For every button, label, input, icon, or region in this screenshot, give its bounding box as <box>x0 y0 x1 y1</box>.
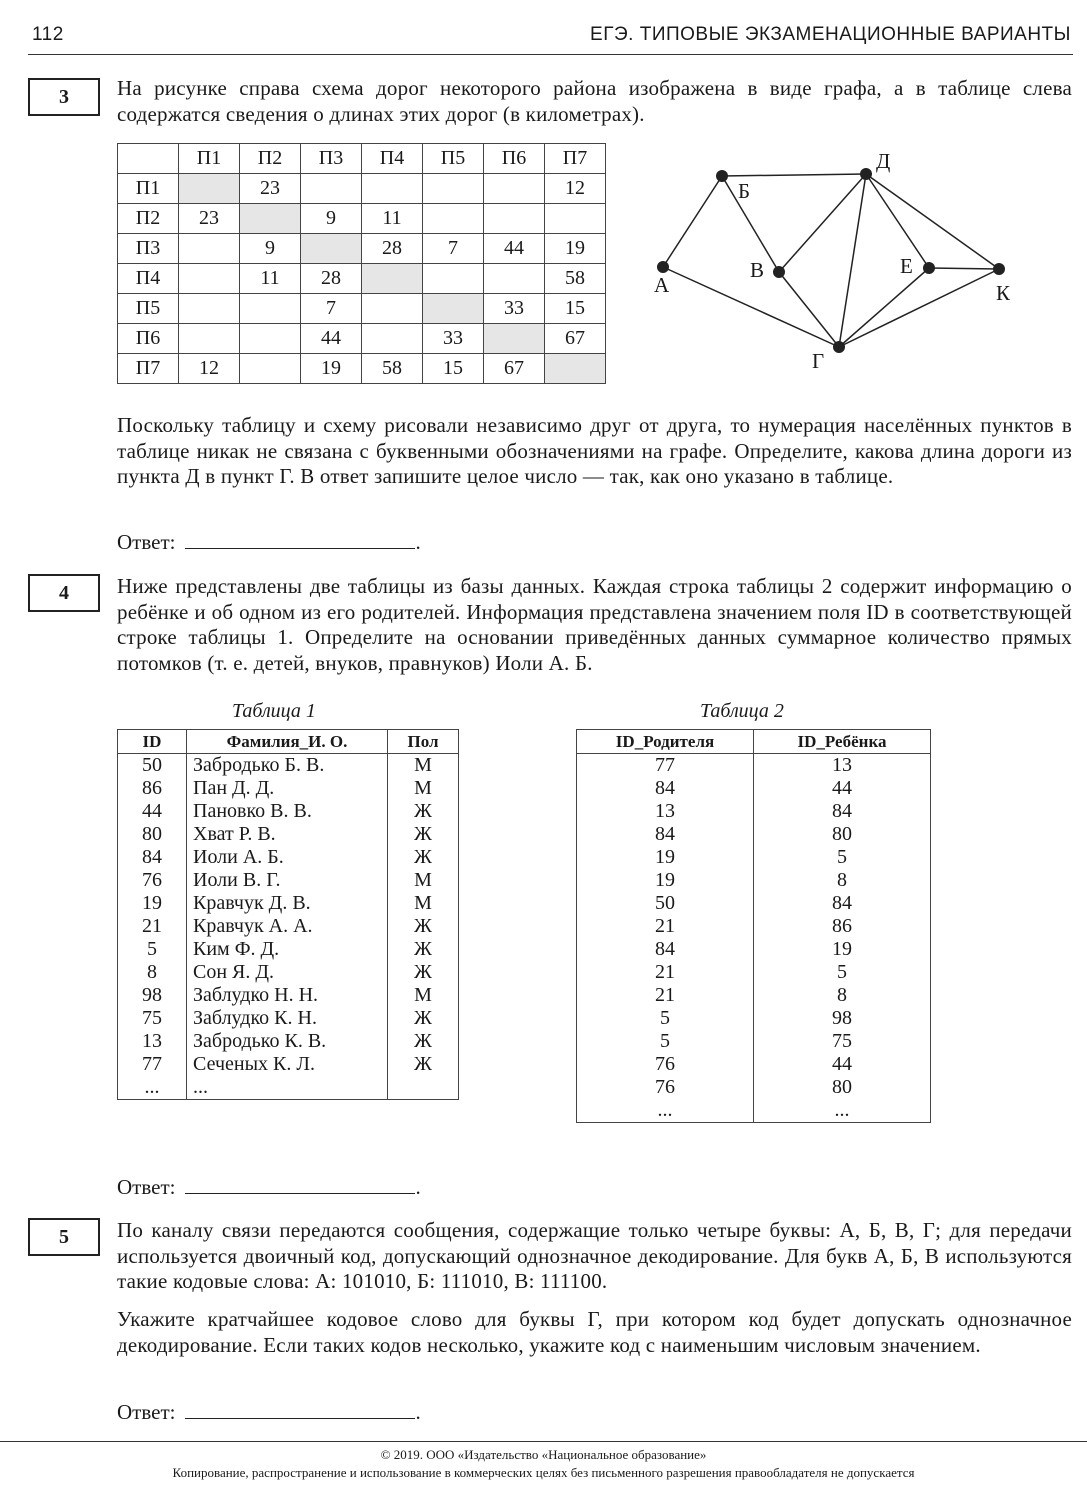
name-cell: Ким Ф. Д. <box>187 938 388 961</box>
table-row <box>118 264 606 294</box>
table-row <box>118 984 459 1007</box>
footer-notice: Копирование, распространение и использование в коммерческих целях без письменного разрешения правообладателя не допускается <box>172 1465 915 1480</box>
child-id-cell: 84 <box>754 800 931 823</box>
task5-intro: По каналу связи передаются сообщения, содержащие только четыре буквы: А, Б, В, Г; для передачи используется двоичный код, допускающий однозначное декодирование. Для букв А, Б, В используются такие кодовые слова: А: 101010, Б: 111010, В: 111100. <box>117 1218 1072 1293</box>
node-e <box>923 262 935 274</box>
child-id-cell: 84 <box>754 892 931 915</box>
distance-cell <box>240 204 301 234</box>
child-id-cell: 80 <box>754 823 931 846</box>
table-row <box>577 938 931 961</box>
table-row <box>577 1076 931 1099</box>
label-g: Г <box>812 349 825 373</box>
child-id-cell: 8 <box>754 984 931 1007</box>
child-id-cell: 8 <box>754 869 931 892</box>
row-header: П4 <box>118 264 179 294</box>
table2-caption: Таблица 2 <box>700 700 784 722</box>
table-row <box>577 961 931 984</box>
child-id-cell: 98 <box>754 1007 931 1030</box>
distance-cell <box>179 294 240 324</box>
parent-id-cell: 5 <box>577 1007 754 1030</box>
parent-id-cell: 19 <box>577 846 754 869</box>
edge-d-k <box>866 174 999 269</box>
edge-e-k <box>929 268 999 269</box>
name-cell: Иоли В. Г. <box>187 869 388 892</box>
id-cell: 21 <box>118 915 187 938</box>
distance-cell: 23 <box>240 174 301 204</box>
label-a: А <box>654 273 670 297</box>
node-g <box>833 341 845 353</box>
distance-cell <box>240 324 301 354</box>
name-cell: Пановко В. В. <box>187 800 388 823</box>
child-id-cell: ... <box>754 1099 931 1123</box>
table-row <box>118 777 459 800</box>
distance-cell: 33 <box>423 324 484 354</box>
column-header: ID <box>118 730 187 754</box>
table-row <box>577 869 931 892</box>
task-number-3: 3 <box>28 78 100 116</box>
gender-cell: Ж <box>388 1007 459 1030</box>
answer-field[interactable] <box>185 547 415 549</box>
node-v <box>773 266 785 278</box>
gender-cell <box>388 1076 459 1100</box>
edge-a-b <box>663 176 722 267</box>
answer-label: Ответ: <box>117 530 176 554</box>
table-row <box>118 294 606 324</box>
gender-cell: М <box>388 869 459 892</box>
gender-cell: Ж <box>388 800 459 823</box>
task4-answer: Ответ: . <box>117 1175 421 1199</box>
distance-cell <box>240 354 301 384</box>
name-cell: Иоли А. Б. <box>187 846 388 869</box>
table-row <box>118 869 459 892</box>
child-id-cell: 19 <box>754 938 931 961</box>
node-k <box>993 263 1005 275</box>
id-cell: 5 <box>118 938 187 961</box>
id-cell: 84 <box>118 846 187 869</box>
table-row <box>118 1030 459 1053</box>
table-row <box>118 1053 459 1076</box>
column-header: П2 <box>240 144 301 174</box>
table-row <box>118 938 459 961</box>
row-header: П2 <box>118 204 179 234</box>
table-row <box>577 823 931 846</box>
distance-cell <box>301 234 362 264</box>
label-k: К <box>996 281 1011 305</box>
table-row <box>118 961 459 984</box>
gender-cell: Ж <box>388 915 459 938</box>
gender-cell: М <box>388 984 459 1007</box>
label-v: В <box>750 258 765 282</box>
parent-id-cell: 84 <box>577 823 754 846</box>
child-id-cell: 5 <box>754 961 931 984</box>
table-row <box>577 984 931 1007</box>
child-id-cell: 80 <box>754 1076 931 1099</box>
task3-body: Поскольку таблицу и схему рисовали независимо друг от друга, то нумерация населённых пунктов в таблице никак не связана с буквенными обозначениями на графе. Определите, какова длина дороги из пункта Д в пункт Г. В ответ запишите целое число — так, как оно указано в таблице. <box>117 413 1072 488</box>
distance-table <box>117 143 606 384</box>
name-cell: Забродько Б. В. <box>187 754 388 778</box>
distance-cell <box>301 174 362 204</box>
distance-cell <box>484 264 545 294</box>
parent-id-cell: 76 <box>577 1053 754 1076</box>
row-header: П7 <box>118 354 179 384</box>
running-title: ЕГЭ. ТИПОВЫЕ ЭКЗАМЕНАЦИОННЫЕ ВАРИАНТЫ <box>590 24 1071 45</box>
table-row <box>118 174 606 204</box>
table-row <box>118 754 459 778</box>
distance-cell: 19 <box>301 354 362 384</box>
distance-cell: 28 <box>362 234 423 264</box>
table-row <box>577 754 931 778</box>
table-row <box>118 324 606 354</box>
parent-id-cell: ... <box>577 1099 754 1123</box>
table-row <box>118 1007 459 1030</box>
distance-cell <box>362 324 423 354</box>
distance-cell <box>179 234 240 264</box>
id-cell: 75 <box>118 1007 187 1030</box>
distance-cell <box>240 294 301 324</box>
distance-cell <box>179 324 240 354</box>
table-row <box>118 892 459 915</box>
distance-cell: 58 <box>545 264 606 294</box>
table-row <box>118 204 606 234</box>
task5-body: Укажите кратчайшее кодовое слово для буквы Г, при котором код будет допускать однозначное декодирование. Если таких кодов несколько, укажите код с наименьшим числовым значением. <box>117 1307 1072 1357</box>
edge-b-d <box>722 174 866 176</box>
name-cell: Кравчук А. А. <box>187 915 388 938</box>
gender-cell: М <box>388 754 459 778</box>
parent-id-cell: 84 <box>577 938 754 961</box>
table-row <box>577 1053 931 1076</box>
parent-id-cell: 50 <box>577 892 754 915</box>
label-b: Б <box>738 179 751 203</box>
footer-rule <box>0 1441 1087 1442</box>
distance-cell <box>545 204 606 234</box>
table-row <box>577 846 931 869</box>
gender-cell: М <box>388 892 459 915</box>
column-header: П5 <box>423 144 484 174</box>
parent-id-cell: 21 <box>577 961 754 984</box>
id-cell: 50 <box>118 754 187 778</box>
distance-cell: 44 <box>301 324 362 354</box>
distance-cell: 23 <box>179 204 240 234</box>
child-id-cell: 13 <box>754 754 931 778</box>
parent-id-cell: 13 <box>577 800 754 823</box>
name-cell: Сеченых К. Л. <box>187 1053 388 1076</box>
column-header: П7 <box>545 144 606 174</box>
distance-cell: 11 <box>362 204 423 234</box>
distance-cell: 19 <box>545 234 606 264</box>
column-header: Пол <box>388 730 459 754</box>
page-number: 112 <box>32 24 64 45</box>
gender-cell: Ж <box>388 823 459 846</box>
id-cell: 98 <box>118 984 187 1007</box>
table-row <box>577 915 931 938</box>
name-cell: Сон Я. Д. <box>187 961 388 984</box>
name-cell: Заблудко Н. Н. <box>187 984 388 1007</box>
distance-cell <box>423 174 484 204</box>
table-row <box>577 1030 931 1053</box>
people-table <box>117 729 459 1100</box>
footer-copyright: © 2019. ООО «Издательство «Национальное образование» <box>380 1447 707 1462</box>
column-header: ID_Ребёнка <box>754 730 931 754</box>
node-d <box>860 168 872 180</box>
table-row <box>118 234 606 264</box>
id-cell: 86 <box>118 777 187 800</box>
distance-cell <box>179 174 240 204</box>
table-row <box>118 846 459 869</box>
table-row <box>118 915 459 938</box>
table-row <box>118 354 606 384</box>
table-row <box>577 1099 931 1123</box>
label-d: Д <box>876 149 891 173</box>
parent-id-cell: 21 <box>577 915 754 938</box>
row-header: П5 <box>118 294 179 324</box>
distance-cell: 67 <box>545 324 606 354</box>
table-row <box>577 800 931 823</box>
id-cell: 44 <box>118 800 187 823</box>
relations-table <box>576 729 931 1123</box>
column-header: П3 <box>301 144 362 174</box>
table-row <box>577 892 931 915</box>
gender-cell: Ж <box>388 1053 459 1076</box>
distance-cell: 28 <box>301 264 362 294</box>
distance-cell: 15 <box>545 294 606 324</box>
child-id-cell: 75 <box>754 1030 931 1053</box>
parent-id-cell: 19 <box>577 869 754 892</box>
task3-intro: На рисунке справа схема дорог некоторого района изображена в виде графа, а в таблице слева содержатся сведения о длинах этих дорог (в километрах). <box>117 76 1072 126</box>
parent-id-cell: 76 <box>577 1076 754 1099</box>
task-number-5: 5 <box>28 1218 100 1256</box>
gender-cell: Ж <box>388 846 459 869</box>
id-cell: ... <box>118 1076 187 1100</box>
task3-answer: Ответ: . <box>117 530 421 554</box>
row-header: П1 <box>118 174 179 204</box>
child-id-cell: 44 <box>754 777 931 800</box>
table-row <box>118 823 459 846</box>
name-cell: ... <box>187 1076 388 1100</box>
answer-label: Ответ: <box>117 1175 176 1199</box>
distance-cell: 44 <box>484 234 545 264</box>
distance-cell: 58 <box>362 354 423 384</box>
node-a <box>657 261 669 273</box>
distance-cell <box>484 174 545 204</box>
id-cell: 76 <box>118 869 187 892</box>
child-id-cell: 86 <box>754 915 931 938</box>
distance-cell <box>423 264 484 294</box>
edge-d-e <box>866 174 929 268</box>
task-number-4: 4 <box>28 574 100 612</box>
table-row <box>577 777 931 800</box>
name-cell: Пан Д. Д. <box>187 777 388 800</box>
distance-cell <box>179 264 240 294</box>
parent-id-cell: 21 <box>577 984 754 1007</box>
column-header: П1 <box>179 144 240 174</box>
task4-intro: Ниже представлены две таблицы из базы данных. Каждая строка таблицы 2 содержит информацию о ребёнке и об одном из его родителей. Информация представлена значением поля ID в соответствующей строке таблицы 1. Определите на основании приведённых данных суммарное количество прямых потомков (т. е. детей, внуков, правнуков) Иоли А. Б. <box>117 574 1072 675</box>
id-cell: 8 <box>118 961 187 984</box>
distance-cell: 15 <box>423 354 484 384</box>
distance-cell: 9 <box>301 204 362 234</box>
child-id-cell: 44 <box>754 1053 931 1076</box>
name-cell: Кравчук Д. В. <box>187 892 388 915</box>
distance-cell <box>484 324 545 354</box>
distance-cell: 12 <box>179 354 240 384</box>
distance-cell: 9 <box>240 234 301 264</box>
column-header: Фамилия_И. О. <box>187 730 388 754</box>
table-row <box>118 1076 459 1100</box>
table-row <box>118 800 459 823</box>
column-header: П6 <box>484 144 545 174</box>
edge-v-g <box>779 272 839 347</box>
distance-cell: 7 <box>301 294 362 324</box>
distance-cell: 67 <box>484 354 545 384</box>
distance-cell: 7 <box>423 234 484 264</box>
row-header: П6 <box>118 324 179 354</box>
column-header: П4 <box>362 144 423 174</box>
gender-cell: Ж <box>388 938 459 961</box>
id-cell: 77 <box>118 1053 187 1076</box>
corner-cell <box>118 144 179 174</box>
distance-cell <box>362 174 423 204</box>
gender-cell: Ж <box>388 961 459 984</box>
id-cell: 80 <box>118 823 187 846</box>
distance-cell <box>545 354 606 384</box>
name-cell: Хват Р. В. <box>187 823 388 846</box>
name-cell: Заблудко К. Н. <box>187 1007 388 1030</box>
distance-cell <box>423 204 484 234</box>
node-b <box>716 170 728 182</box>
distance-cell <box>362 264 423 294</box>
parent-id-cell: 5 <box>577 1030 754 1053</box>
table-row <box>577 1007 931 1030</box>
distance-cell <box>484 204 545 234</box>
road-graph <box>640 140 1040 380</box>
parent-id-cell: 84 <box>577 777 754 800</box>
edge-k-g <box>839 269 999 347</box>
distance-cell: 12 <box>545 174 606 204</box>
gender-cell: Ж <box>388 1030 459 1053</box>
answer-field[interactable] <box>185 1192 415 1194</box>
header-rule <box>28 54 1073 55</box>
distance-cell: 33 <box>484 294 545 324</box>
parent-id-cell: 77 <box>577 754 754 778</box>
task5-answer: Ответ: . <box>117 1400 421 1424</box>
label-e: Е <box>900 254 913 278</box>
id-cell: 13 <box>118 1030 187 1053</box>
answer-field[interactable] <box>185 1417 415 1419</box>
answer-label: Ответ: <box>117 1400 176 1424</box>
row-header: П3 <box>118 234 179 264</box>
column-header: ID_Родителя <box>577 730 754 754</box>
edge-e-g <box>839 268 929 347</box>
child-id-cell: 5 <box>754 846 931 869</box>
distance-cell: 11 <box>240 264 301 294</box>
id-cell: 19 <box>118 892 187 915</box>
distance-cell <box>362 294 423 324</box>
name-cell: Забродько К. В. <box>187 1030 388 1053</box>
table1-caption: Таблица 1 <box>232 700 316 722</box>
distance-cell <box>423 294 484 324</box>
gender-cell: М <box>388 777 459 800</box>
